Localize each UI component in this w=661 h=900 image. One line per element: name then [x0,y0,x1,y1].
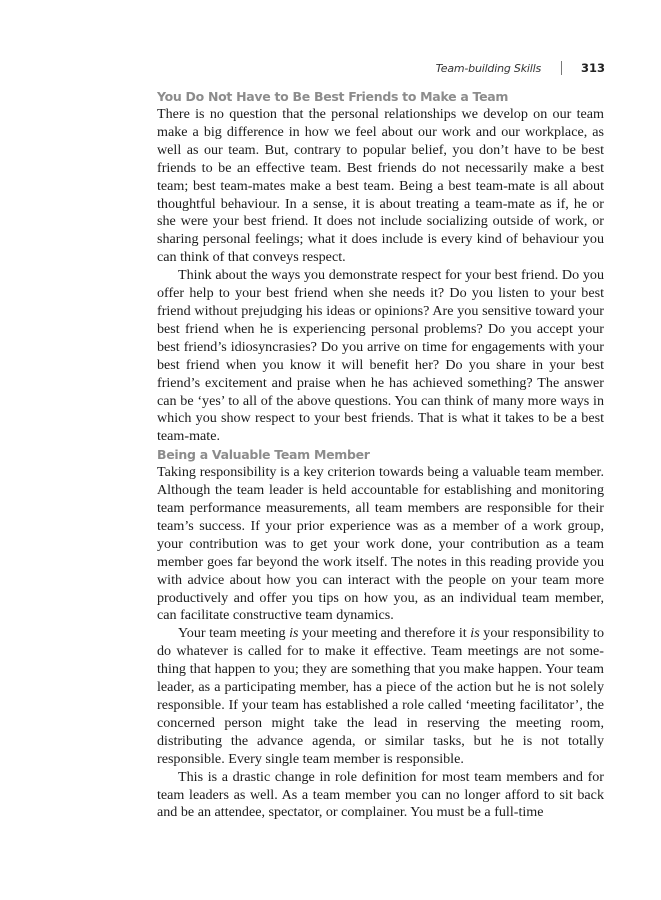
running-header-section-title: Team-building Skills [435,61,541,75]
page-body [157,88,604,822]
text-run: your meeting and therefore it [298,625,471,642]
paragraph: Taking responsibility is a key criterion towards being a valuable team member. Although the team leader is held accountable for establishing and monitoring team performance measurements, all team members are responsible for their team’s success. If your prior experience was as a member of a work group, your contribution was to get your work done, your contribution as a team member goes far beyond the work itself. The notes in this reading provide you with advice about how you can interact with the people on your team more productively and offer you tips on how you, as an individual team member, can facilitate constructive team dynamics. [157,464,604,624]
text-run: your responsibility to do whatever is called for to make it effective. Team meetings are not something that happen to you; they are something that you make happen. Your team leader, as a participating member, has a piece of the action but he is not solely responsible. If your team has established a role called ‘meeting facilitator’, the concerned person might take the lead in reserving the meeting room, distributing the advance agenda, or similar tasks, but he is not totally responsible. Every single team member is responsible. [157,625,604,767]
emphasis: is [470,625,480,642]
running-header [436,59,605,77]
section-heading-best-friends: You Do Not Have to Be Best Friends to Make a Team [157,89,509,104]
paragraph [157,625,604,768]
paragraph: Think about the ways you demonstrate respect for your best friend. Do you offer help to your best friend when she needs it? Do you listen to your best friend without prejudging his ideas or opinions? Are you sensitive toward your best friend when he is experiencing personal problems? Do you accept your best friend’s idiosyncrasies? Do you arrive on time for engagements with your best friend when you know it will benefit her? Do you share in your best friend’s excitement and praise when he has achieved something? The answer can be ‘yes’ to all of the above questions. You can think of many more ways in which you show respect to your best friends. That is what it takes to be a best team-mate. [157,267,604,445]
paragraph: There is no question that the personal relationships we develop on our team make a big difference in how we feel about our work and our workplace, as well as our team. But, contrary to popular belief, you don’t have to be best friends to be an effective team. Best friends do not necessarily make a best team; best team-mates make a best team. Being a best team-mate is all about thoughtful behaviour. In a sense, it is about treating a team-mate as if, he or she were your best friend. It does not include socializing outside of work, or sharing personal feelings; what it does include is every kind of behaviour you can think of that conveys respect. [157,106,604,266]
paragraph: This is a drastic change in role definition for most team members and for team leaders as well. As a team member you can no longer afford to sit back and be an attendee, spectator, or complainer. You must be a full-time [157,768,604,821]
page-number: 313 [580,61,605,75]
header-divider [561,61,562,75]
text-run: Your team meeting [178,625,290,642]
section-heading-valuable-member: Being a Valuable Team Member [157,447,370,463]
emphasis: is [289,625,299,642]
